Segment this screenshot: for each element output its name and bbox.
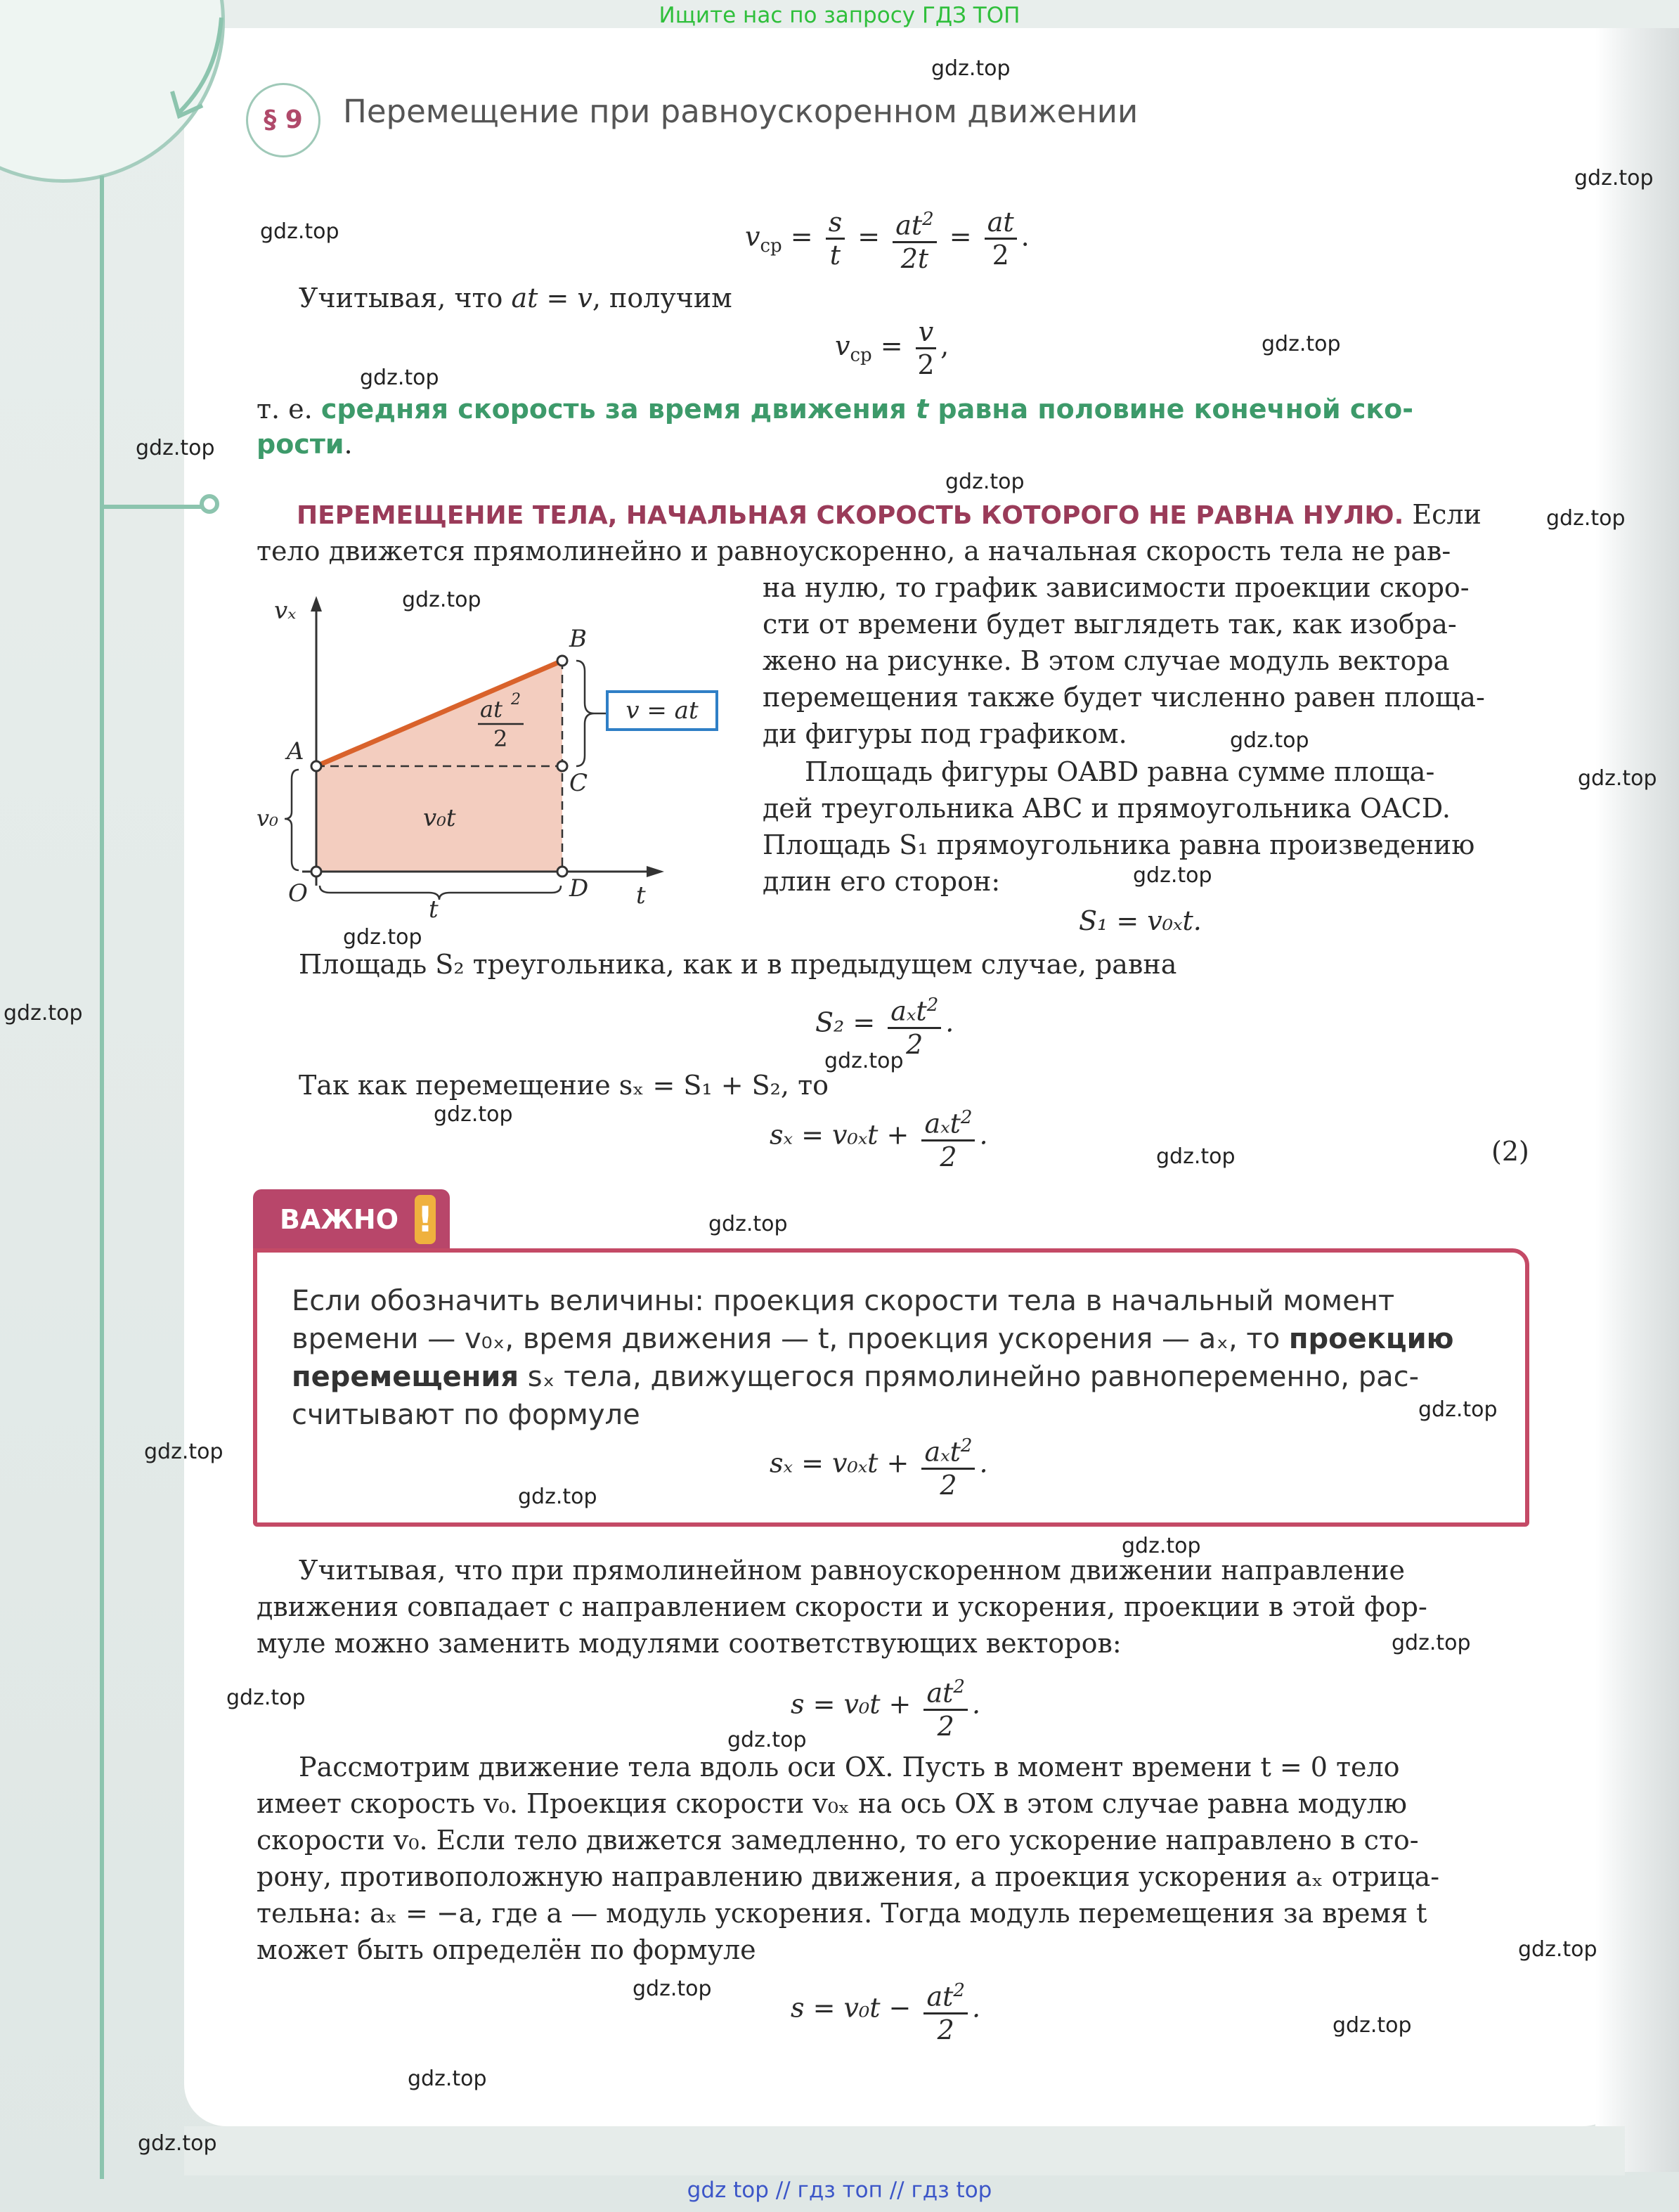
label-triangle-num: at [480, 696, 503, 723]
label-triangle-den: 2 [493, 725, 508, 752]
watermark: gdz.top [518, 1485, 597, 1509]
watermark: gdz.top [136, 436, 215, 460]
conclusion-line-2: рости. [257, 429, 353, 460]
watermark: gdz.top [727, 1728, 807, 1752]
brace-bc [576, 661, 594, 766]
label-triangle-sup: 2 [511, 691, 521, 709]
point-a-dot [311, 761, 321, 771]
label-bottom-t: t [429, 895, 439, 924]
bottom-notice[interactable]: gdz top // гдз топ // гдз top [687, 2178, 992, 2203]
watermark: gdz.top [408, 2067, 487, 2091]
graph-area-fill [316, 661, 562, 872]
x-axis-arrow [647, 866, 664, 877]
p2-line-2: движения совпадает с направлением скорости и ускорения, проекции в этой фор- [257, 1591, 1427, 1622]
margin-line [100, 176, 104, 2179]
point-c-dot [557, 761, 567, 771]
area-line-2: дей треугольника ABC и прямоугольника OACD. [763, 793, 1451, 824]
important-line-1: Если обозначить величины: проекция скорости тела в начальный момент [292, 1285, 1395, 1317]
watermark: gdz.top [144, 1440, 223, 1464]
wrap-line-2: сти от времени будет выглядеть так, как изобра- [763, 609, 1457, 640]
watermark: gdz.top [1574, 166, 1654, 190]
point-o-dot [311, 867, 321, 877]
v-equals-at-box: v = at [606, 690, 718, 731]
important-line-2: времени — v₀ₓ, время движения — t, проекция ускорения — aₓ, то проекцию [292, 1323, 1454, 1355]
point-d-dot [557, 867, 567, 877]
label-axis-x: t [636, 881, 646, 910]
section-badge: § 9 [246, 83, 320, 157]
sx-formula: sₓ = v₀ₓt + $\frac{a_xt^2}{2}$ . [770, 1102, 988, 1172]
section-line-2: тело движется прямолинейно и равноускоренно, а начальная скорость тела не рав- [257, 536, 1451, 567]
s-formula-plus: s = v₀t + $\frac{at^2}{2}$ . [791, 1671, 980, 1742]
watermark: gdz.top [360, 366, 439, 390]
watermark: gdz.top [824, 1049, 904, 1073]
watermark: gdz.top [343, 925, 422, 950]
watermark: gdz.top [1518, 1937, 1597, 1962]
p3-line-2: имеет скорость v₀. Проекция скорости v₀ₓ на ось OX в этом случае равна модулю [257, 1788, 1407, 1819]
area-line-1: Площадь фигуры OABD равна сумме площа- [805, 756, 1435, 787]
s2-intro: Площадь S₂ треугольника, как и в предыдущем случае, равна [299, 949, 1177, 980]
label-origin: O [288, 879, 308, 907]
avg-velocity-formula: $v_{ср}$ = $\frac{s}{t}$ = $\frac{at^2}{2t}$ = $\frac{at}{2}$ . [745, 204, 1030, 274]
wrap-line-4: перемещения также будет численно равен площа- [763, 682, 1485, 713]
paragraph-considering: Учитывая, что at = v, получим [299, 283, 732, 313]
watermark: gdz.top [1122, 1534, 1201, 1558]
section-marker-dot [200, 494, 219, 514]
conclusion-line-1: т. е. средняя скорость за время движения t равна половине конечной ско- [257, 394, 1414, 425]
watermark: gdz.top [226, 1686, 306, 1710]
p3-line-6: может быть определён по формуле [257, 1934, 756, 1965]
watermark: gdz.top [931, 56, 1011, 81]
wrap-line-1: на нулю, то график зависимости проекции скоро- [763, 572, 1470, 603]
watermark: gdz.top [1418, 1397, 1498, 1422]
watermark: gdz.top [4, 1001, 83, 1026]
watermark: gdz.top [1333, 2013, 1412, 2038]
watermark: gdz.top [1392, 1631, 1471, 1655]
y-axis-arrow [311, 596, 322, 612]
important-formula: sₓ = v₀ₓt + $\frac{a_xt^2}{2}$ . [770, 1430, 988, 1501]
watermark: gdz.top [1230, 728, 1309, 753]
section-heading-line: ПЕРЕМЕЩЕНИЕ ТЕЛА, НАЧАЛЬНАЯ СКОРОСТЬ КОТОРОГО НЕ РАВНА НУЛЮ. Если [297, 499, 1482, 530]
curved-arrow-icon [169, 14, 239, 127]
section-marker-line [100, 505, 205, 509]
watermark: gdz.top [708, 1212, 788, 1236]
p3-line-5: тельна: aₓ = −a, где a — модуль ускорения. Тогда модуль перемещения за время t [257, 1898, 1427, 1929]
label-point-d: D [569, 874, 589, 903]
point-b-dot [557, 656, 567, 666]
p2-line-3: муле можно заменить модулями соответствующих векторов: [257, 1628, 1122, 1659]
vcp-formula: $v_{ср}$ = $\frac{v}{2}$ , [835, 316, 949, 380]
p2-line-1: Учитывая, что при прямолинейном равноускоренном движении направление [299, 1555, 1405, 1586]
sx-intro: Так как перемещение sₓ = S₁ + S₂, то [299, 1070, 829, 1101]
equation-number: (2) [1491, 1136, 1529, 1167]
exclamation-icon: ! [415, 1195, 436, 1244]
label-point-c: C [569, 769, 588, 797]
velocity-graph [257, 590, 710, 928]
p3-line-3: скорости v₀. Если тело движется замедленно, то его ускорение направлено в сто- [257, 1825, 1419, 1856]
label-point-b: B [569, 625, 587, 653]
important-tab: ВАЖНО [253, 1189, 450, 1250]
area-line-3: Площадь S₁ прямоугольника равна произведению [763, 829, 1475, 860]
page-bottom-strip [184, 2126, 1625, 2175]
label-axis-y: vₓ [274, 597, 297, 625]
brace-od [320, 886, 561, 900]
p3-line-4: рону, противоположную направлению движения, а проекция ускорения aₓ отрица- [257, 1861, 1440, 1892]
s2-formula: S₂ = $\frac{a_xt^2}{2}$ . [815, 990, 954, 1060]
watermark: gdz.top [633, 1977, 712, 2001]
watermark: gdz.top [1133, 863, 1212, 888]
label-side-v0: v₀ [257, 805, 278, 832]
p3-line-1: Рассмотрим движение тела вдоль оси OX. Пусть в момент времени t = 0 тело [299, 1752, 1400, 1783]
watermark: gdz.top [1156, 1144, 1236, 1169]
top-notice[interactable]: Ищите нас по запросу ГДЗ ТОП [659, 3, 1020, 28]
wrap-line-5: ди фигуры под графиком. [763, 718, 1127, 749]
brace-oa [285, 770, 299, 870]
watermark: gdz.top [945, 470, 1025, 494]
watermark: gdz.top [1578, 766, 1657, 791]
watermark: gdz.top [402, 588, 481, 612]
wrap-line-3: жено на рисунке. В этом случае модуль вектора [763, 645, 1450, 676]
watermark: gdz.top [138, 2131, 217, 2156]
label-rectangle: v₀t [423, 804, 456, 832]
page-edge-shadow [1595, 28, 1679, 2172]
important-line-3: перемещения sₓ тела, движущегося прямолинейно равнопеременно, рас- [292, 1361, 1420, 1393]
watermark: gdz.top [1262, 332, 1341, 356]
watermark: gdz.top [1546, 506, 1626, 531]
watermark: gdz.top [434, 1102, 513, 1127]
s-formula-minus: s = v₀t − $\frac{at^2}{2}$ . [791, 1975, 980, 2045]
label-point-a: A [287, 737, 304, 765]
page-title: Перемещение при равноускоренном движении [343, 93, 1139, 130]
s1-formula: S₁ = v₀ₓt. [1079, 905, 1202, 936]
watermark: gdz.top [260, 219, 339, 244]
important-line-4: считывают по формуле [292, 1399, 640, 1431]
area-line-4: длин его сторон: [763, 866, 1001, 897]
